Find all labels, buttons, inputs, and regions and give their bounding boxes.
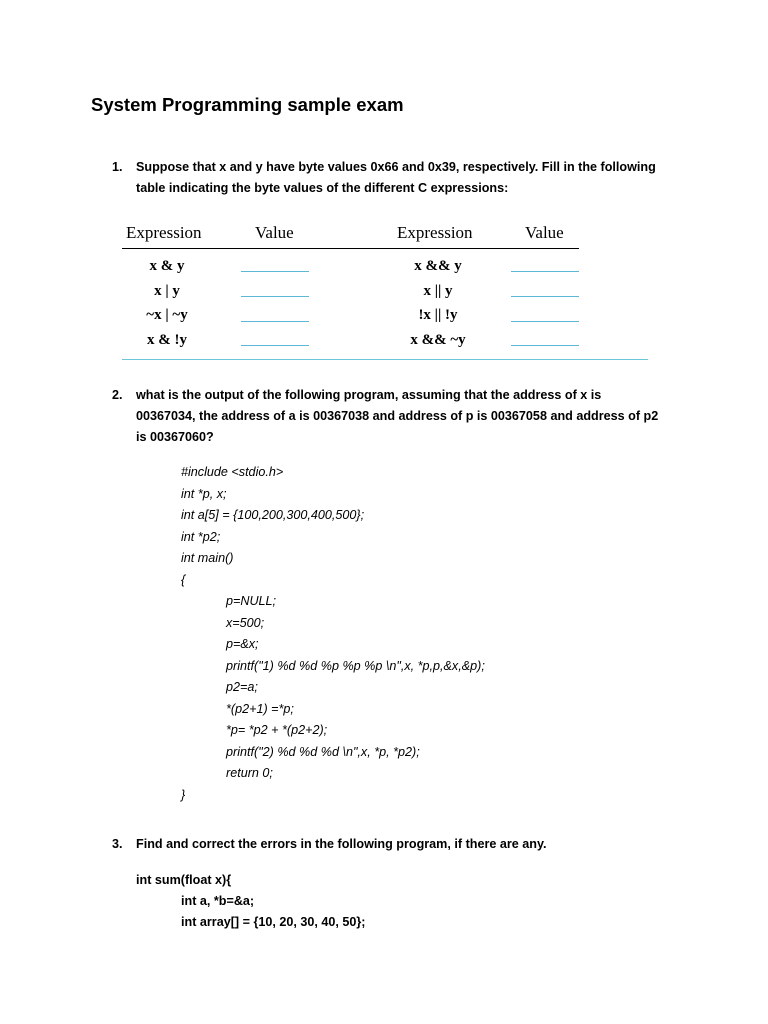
table-header-value: Value xyxy=(255,223,294,242)
table-cell-expression: ~x | ~y xyxy=(146,307,188,323)
question-line: what is the output of the following program, assuming that the address of x is xyxy=(136,388,602,402)
table-cell-expression: !x || !y xyxy=(418,307,458,323)
code-line: int array[] = {10, 20, 30, 40, 50}; xyxy=(181,915,366,929)
code-line: int main() xyxy=(181,551,234,565)
code-line: p=NULL; xyxy=(226,594,277,608)
answer-blank[interactable] xyxy=(241,321,309,322)
question-number: 1. xyxy=(112,160,123,174)
table-cell-expression: x && y xyxy=(414,258,462,274)
table-bottom-rule xyxy=(122,359,648,360)
table-header-rule xyxy=(122,248,579,249)
table-cell-expression: x && ~y xyxy=(410,332,466,348)
answer-blank[interactable] xyxy=(511,296,579,297)
question-text xyxy=(136,385,658,448)
table-header-value: Value xyxy=(525,223,564,242)
code-line: p2=a; xyxy=(226,680,258,694)
code-line: return 0; xyxy=(226,766,273,780)
table-header-expression: Expression xyxy=(126,223,202,242)
code-line: *p= *p2 + *(p2+2); xyxy=(226,723,328,737)
answer-blank[interactable] xyxy=(241,271,309,272)
code-line: int a[5] = {100,200,300,400,500}; xyxy=(181,508,365,522)
code-line: int sum(float x){ xyxy=(136,873,232,887)
answer-blank[interactable] xyxy=(511,345,579,346)
code-line: #include <stdio.h> xyxy=(181,465,284,479)
answer-blank[interactable] xyxy=(511,321,579,322)
code-line: p=&x; xyxy=(226,637,259,651)
question-line: Suppose that x and y have byte values 0x66 and 0x39, respectively. Fill in the following xyxy=(136,160,656,174)
question-number: 3. xyxy=(112,837,123,851)
question-text xyxy=(136,157,656,199)
table-cell-expression: x || y xyxy=(423,283,453,299)
answer-blank[interactable] xyxy=(241,345,309,346)
code-line: x=500; xyxy=(226,615,265,630)
table-header-expression: Expression xyxy=(397,223,473,242)
question-text xyxy=(136,834,547,855)
table-cell-expression: x | y xyxy=(154,283,180,299)
code-line: int a, *b=&a; xyxy=(181,894,255,908)
page-title: System Programming sample exam xyxy=(91,94,404,115)
answer-blank[interactable] xyxy=(241,296,309,297)
code-block-q3 xyxy=(136,870,365,933)
code-block-q2 xyxy=(181,462,485,806)
question-line: table indicating the byte values of the different C expressions: xyxy=(136,181,509,195)
table-cell-expression: x & y xyxy=(149,258,185,274)
question-number: 2. xyxy=(112,388,123,402)
answer-blank[interactable] xyxy=(511,271,579,272)
code-line: *(p2+1) =*p; xyxy=(226,701,294,716)
question-line: Find and correct the errors in the following program, if there are any. xyxy=(136,837,547,851)
code-line: { xyxy=(181,572,186,587)
code-line: printf("2) %d %d %d \n",x, *p, *p2); xyxy=(226,744,420,759)
code-line: int *p2; xyxy=(181,529,221,544)
code-line: } xyxy=(181,787,186,802)
question-line: 00367034, the address of a is 00367038 and address of p is 00367058 and address of p2 xyxy=(136,409,659,423)
code-line: printf("1) %d %d %p %p %p \n",x, *p,p,&x,&p); xyxy=(226,658,485,673)
table-cell-expression: x & !y xyxy=(147,332,187,348)
code-line: int *p, x; xyxy=(181,486,227,501)
question-line: is 00367060? xyxy=(136,430,214,444)
